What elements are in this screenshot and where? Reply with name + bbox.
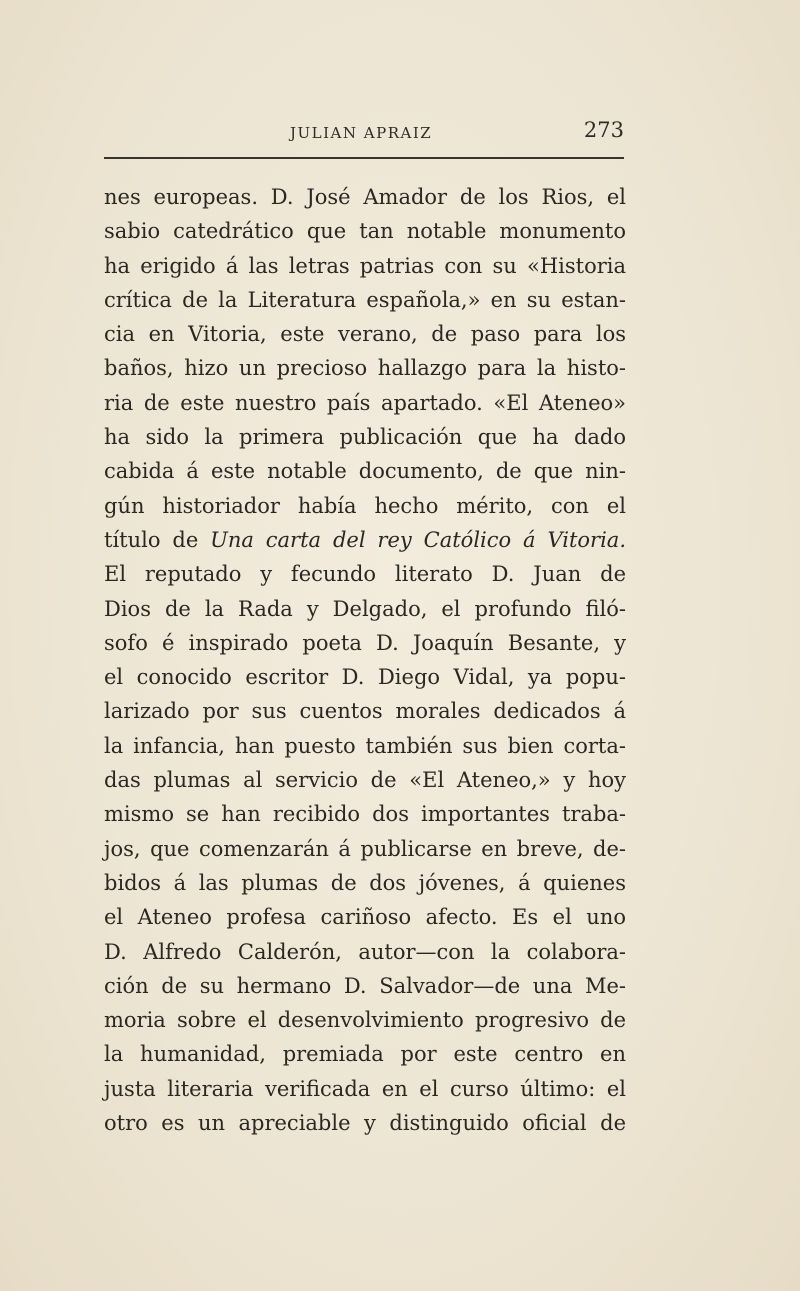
text-line: cia en Vitoria, este verano, de paso para los [104, 322, 626, 347]
text-line: gún historiador había hecho mérito, con el [104, 493, 626, 518]
text-line: el conocido escritor D. Diego Vidal, ya popu- [104, 665, 626, 690]
running-head: JULIAN APRAIZ [290, 124, 433, 142]
text-line: jos, que comenzarán á publicarse en breve, de- [104, 836, 626, 861]
text-line: ción de su hermano D. Salvador—de una Me- [104, 973, 626, 998]
text-line: otro es un apreciable y distinguido oficial de [104, 1111, 626, 1136]
title-prefix: título de [104, 527, 211, 552]
text-line: cabida á este notable documento, de que nin- [104, 459, 626, 484]
text-line: das plumas al servicio de «El Ateneo,» y hoy [104, 768, 626, 793]
text-line: moria sobre el desenvolvimiento progresivo de [104, 1008, 626, 1033]
page-header [104, 118, 624, 152]
text-line: Dios de la Rada y Delgado, el profundo filó- [104, 596, 626, 621]
text-line: bidos á las plumas de dos jóvenes, á quienes [104, 870, 626, 895]
text-line: sabio catedrático que tan notable monumento [104, 219, 626, 244]
text-line: ria de este nuestro país apartado. «El Ateneo» [104, 390, 626, 415]
text-line: la infancia, han puesto también sus bien corta- [104, 733, 626, 758]
text-line: justa literaria verificada en el curso último: el [104, 1076, 626, 1101]
italic-title: Una carta del rey Católico á Vitoria. [210, 527, 627, 552]
text-line: la humanidad, premiada por este centro en [104, 1042, 626, 1067]
text-line: crítica de la Literatura española,» en su estan- [104, 287, 626, 312]
text-line: ha erigido á las letras patrias con su «Historia [104, 253, 626, 278]
text-line: larizado por sus cuentos morales dedicados á [104, 699, 626, 724]
text-line: mismo se han recibido dos importantes traba- [104, 802, 626, 827]
text-line: D. Alfredo Calderón, autor—con la colabora- [104, 939, 626, 964]
text-line: sofo é inspirado poeta D. Joaquín Besante, y [104, 630, 626, 655]
text-line: nes europeas. D. José Amador de los Rios, el [104, 185, 626, 209]
title-line [104, 523, 626, 557]
text-line: el Ateneo profesa cariñoso afecto. Es el uno [104, 905, 626, 930]
text-line: ha sido la primera publicación que ha dado [104, 425, 626, 450]
text-line: El reputado y fecundo literato D. Juan de [104, 562, 626, 587]
body-text [104, 180, 626, 1140]
text-line: baños, hizo un precioso hallazgo para la histo- [104, 356, 626, 381]
header-rule [104, 157, 624, 159]
page-number: 273 [583, 118, 624, 142]
